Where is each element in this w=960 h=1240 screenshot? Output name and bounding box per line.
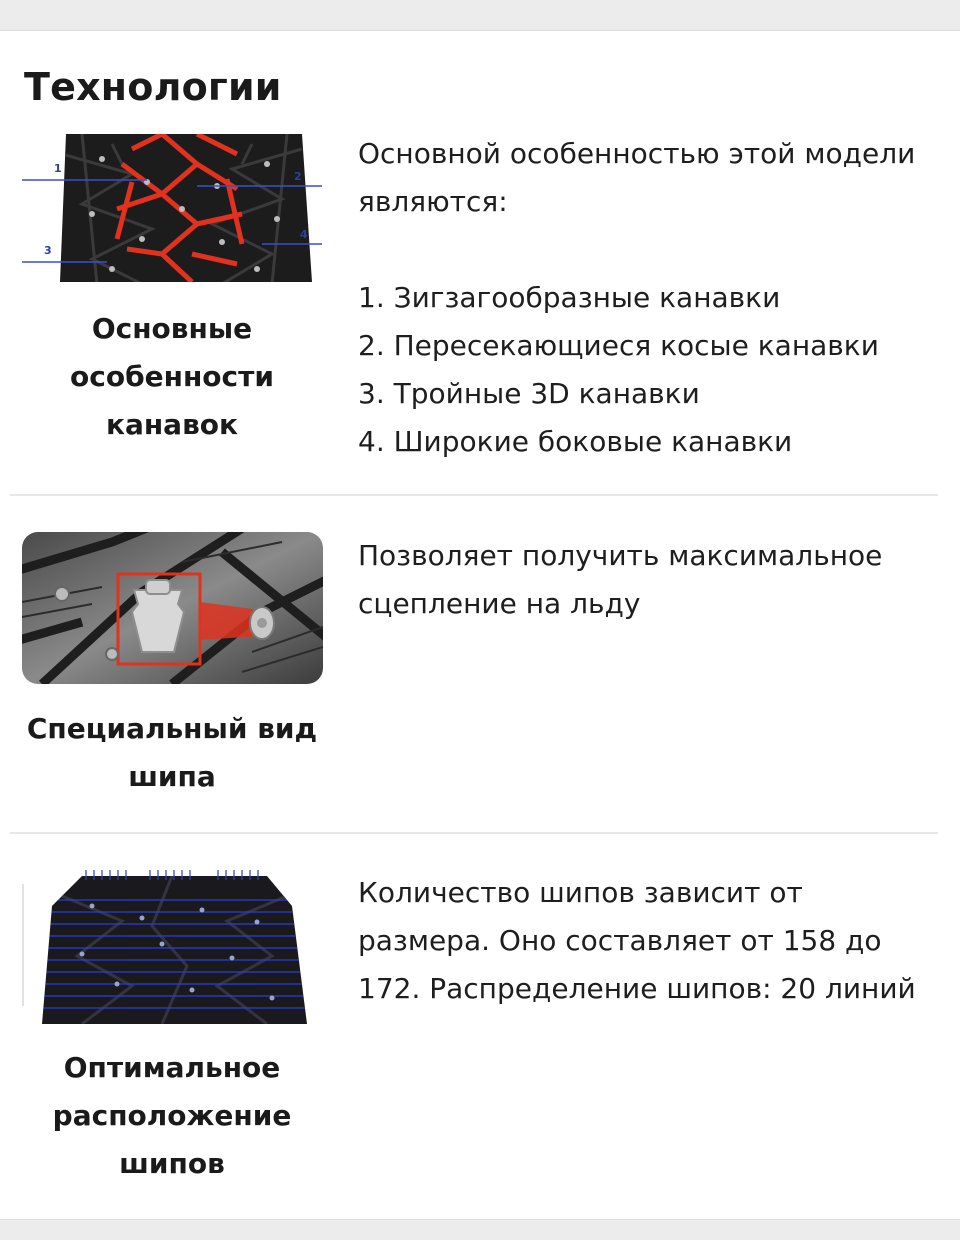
marker-1-label: 1 — [54, 162, 62, 175]
marker-3-label: 3 — [44, 244, 52, 257]
feature-description-grooves — [358, 130, 938, 466]
row-divider — [10, 832, 938, 834]
feature-caption-stud-type: Специальный вид шипа — [26, 712, 318, 793]
grooves-list — [358, 274, 938, 466]
marker-2-label: 2 — [294, 170, 302, 183]
grooves-intro: Основной особенностью этой модели являются: — [358, 137, 916, 218]
feature-caption-stud-layout: Оптимальное расположение шипов — [52, 1051, 292, 1180]
list-item: 1. Зигзагообразные канавки — [358, 281, 781, 314]
stud-closeup-image — [22, 532, 323, 684]
list-item: 4. Широкие боковые канавки — [358, 425, 793, 458]
stud-layout-image — [22, 866, 322, 1024]
marker-4-label: 4 — [300, 228, 308, 241]
feature-caption-grooves: Основные особенности канавок — [70, 312, 274, 441]
feature-description-stud-type: Позволяет получить максимальное сцепление на льду — [358, 539, 883, 620]
feature-description-stud-layout: Количество шипов зависит от размера. Оно составляет от 158 до 172. Распределение шипов: 20 линий — [358, 876, 916, 1005]
row-divider — [10, 494, 938, 496]
list-item: 2. Пересекающиеся косые канавки — [358, 329, 879, 362]
section-title: Технологии — [24, 65, 282, 109]
list-item: 3. Тройные 3D канавки — [358, 377, 700, 410]
tire-tread-image — [22, 134, 322, 282]
